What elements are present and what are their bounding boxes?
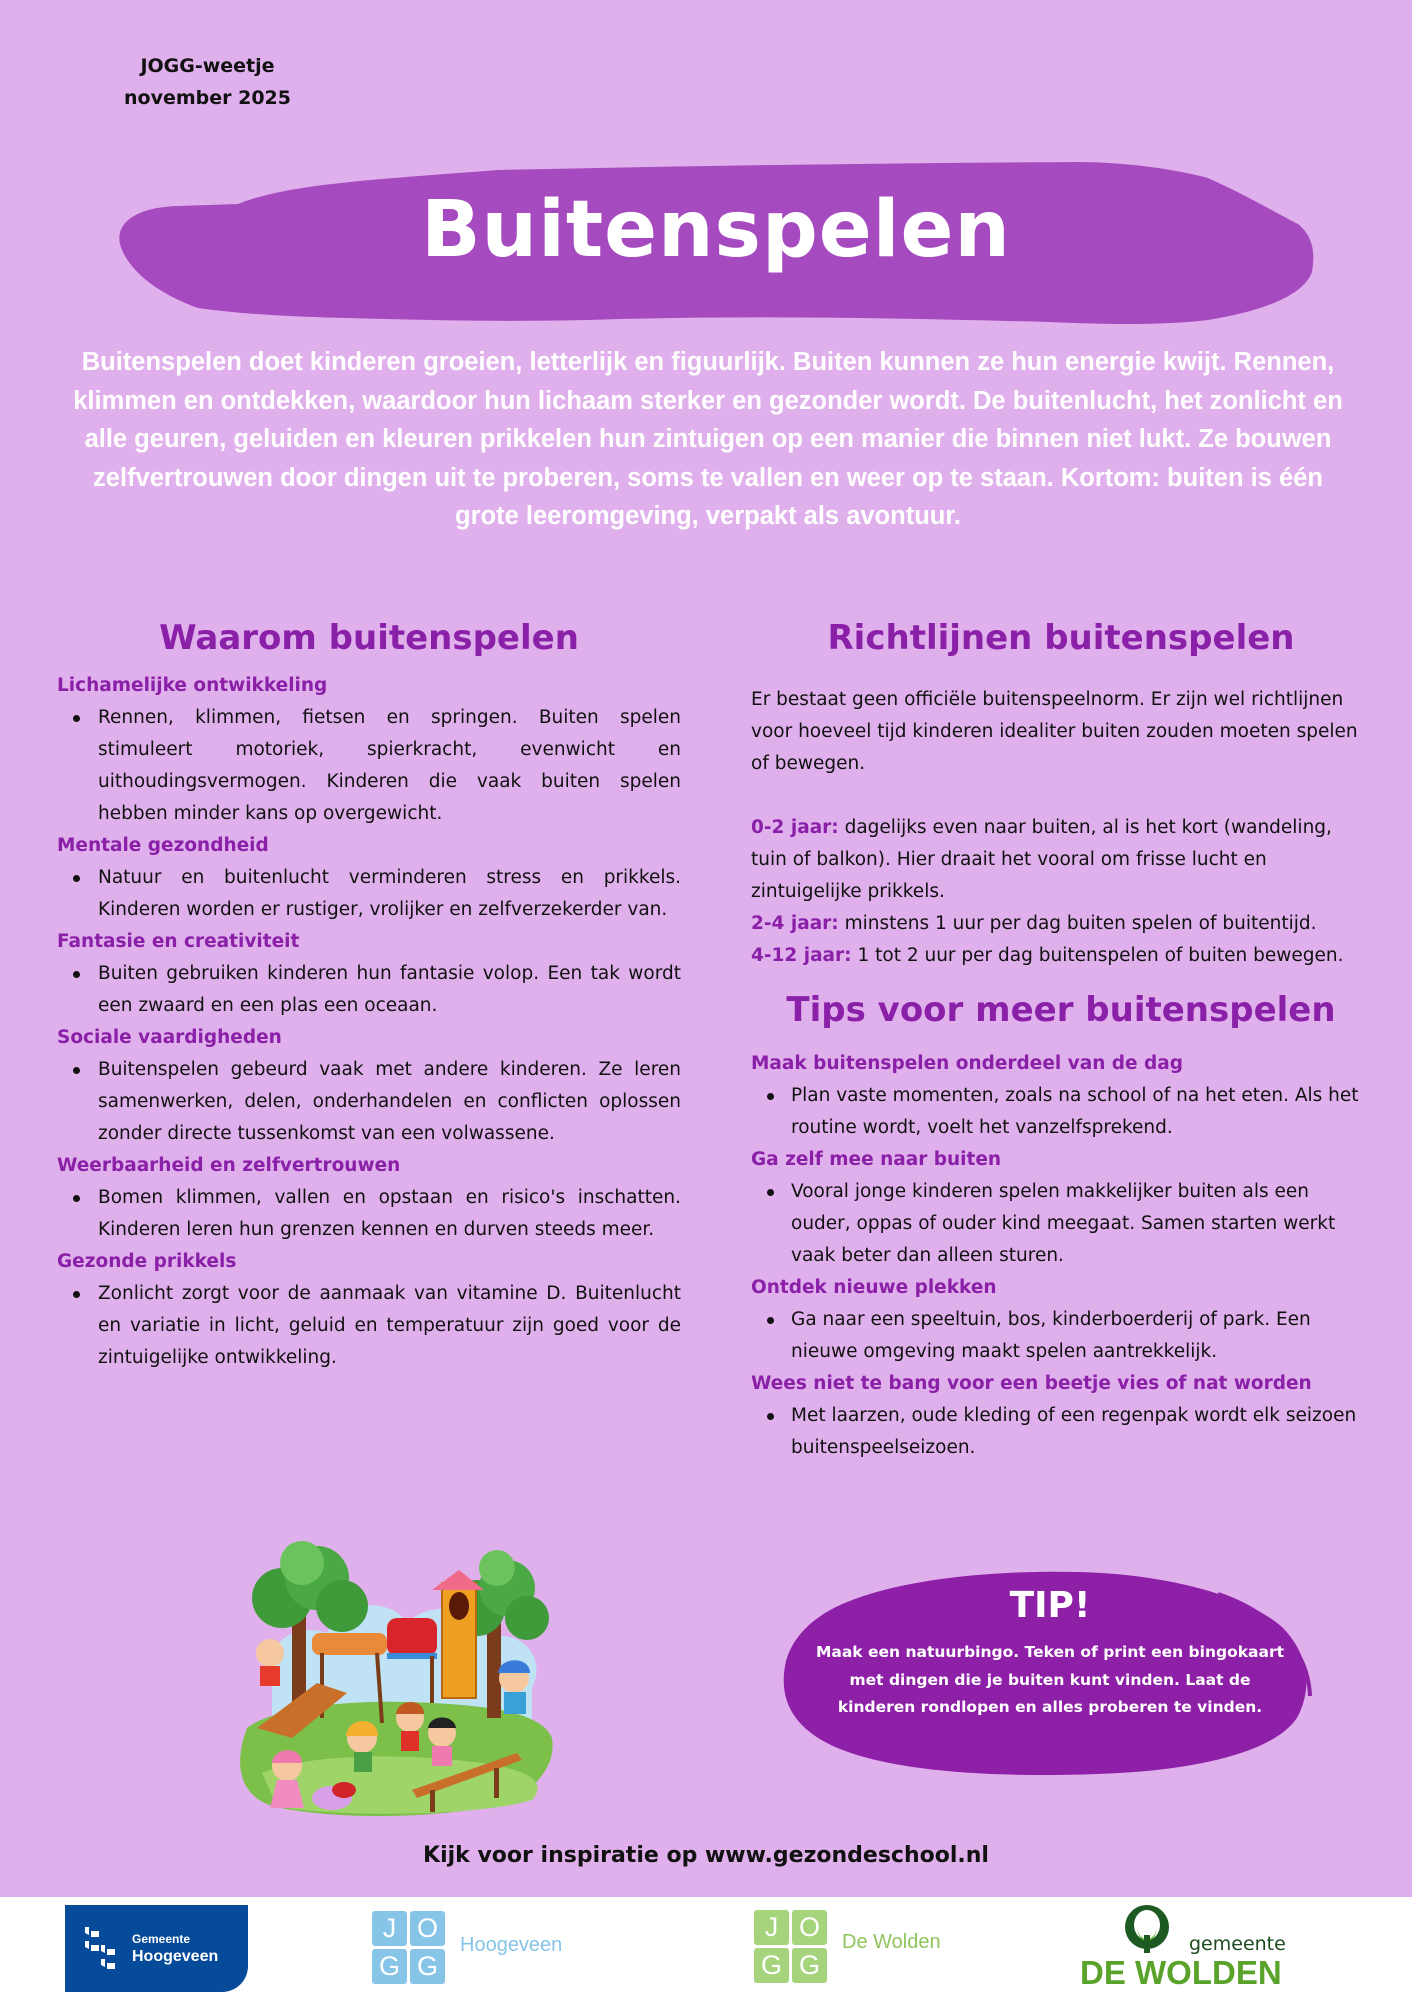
tip-item-text: Ga naar een speeltuin, bos, kinderboerderij of park. Een nieuwe omgeving maakt spelen aantrekkelijk.	[791, 1309, 1311, 1362]
jogg-dewolden-logo	[754, 1910, 828, 1984]
playground-illustration	[232, 1528, 560, 1818]
tip-title: TIP!	[1009, 1585, 1091, 1626]
bullet-icon	[73, 715, 80, 722]
why-section	[57, 612, 681, 1374]
jogg-hoogeveen-label: Hoogeveen	[460, 1934, 563, 1956]
why-item-text: Zonlicht zorgt voor de aanmaak van vitamine D. Buitenlucht en variatie in licht, geluid en temperatuur zijn goed voor de zintuigelijke ontwikkeling.	[98, 1283, 681, 1368]
jogg-letter: O	[792, 1910, 827, 1945]
tip-item-text: Plan vaste momenten, zoals na school of na het eten. Als het routine wordt, voelt het vanzelfsprekend.	[791, 1085, 1359, 1138]
age-guideline	[751, 940, 1371, 972]
why-item-title: Gezonde prikkels	[57, 1251, 237, 1272]
bullet-icon	[767, 1317, 774, 1324]
hoogeveen-logo-line1: Gemeente	[132, 1932, 191, 1946]
hoogeveen-emblem-icon	[83, 1927, 125, 1973]
gemeente-hoogeveen-logo	[65, 1905, 248, 1992]
tip-text: Maak een natuurbingo. Teken of print een bingokaart met dingen die je buiten kunt vinden. Laat de kinderen rondlopen en alles proberen te vinden.	[815, 1643, 1285, 1716]
why-item-bullet	[57, 1278, 681, 1374]
series-label: JOGG-weetje	[140, 55, 275, 77]
jogg-letter: G	[372, 1949, 407, 1984]
age-label: 0-2 jaar:	[751, 817, 839, 838]
why-item-bullet	[57, 862, 681, 926]
tip-item	[751, 1368, 1371, 1464]
age-text: dagelijks even naar buiten, al is het kort (wandeling, tuin of balkon). Hier draait het vooral om frisse lucht en zintuigelijke prikkels.	[751, 817, 1332, 902]
bullet-icon	[73, 1291, 80, 1298]
tip-item-bullet	[751, 1080, 1371, 1144]
jogg-letter: G	[754, 1948, 789, 1983]
why-item	[57, 926, 681, 1022]
bullet-icon	[767, 1413, 774, 1420]
issue-date: november 2025	[123, 87, 291, 109]
age-guideline	[751, 908, 1371, 940]
tip-item-bullet	[751, 1304, 1371, 1368]
jogg-letter: G	[410, 1949, 445, 1984]
age-label: 4-12 jaar:	[751, 945, 852, 966]
guidelines-section	[751, 612, 1371, 1464]
why-item-text: Buitenspelen gebeurd vaak met andere kinderen. Ze leren samenwerken, delen, onderhandelen en conflicten oplossen zonder directe tussenkomst van een volwassene.	[98, 1059, 681, 1144]
jogg-letter: J	[372, 1911, 407, 1946]
tips-heading: Tips voor meer buitenspelen	[786, 990, 1336, 1030]
bullet-icon	[73, 971, 80, 978]
tip-item-text: Met laarzen, oude kleding of een regenpak wordt elk seizoen buitenspeelseizoen.	[791, 1405, 1357, 1458]
tip-item	[751, 1048, 1371, 1144]
hoogeveen-logo-text	[132, 1931, 218, 1965]
why-item-title: Sociale vaardigheden	[57, 1027, 282, 1048]
tip-item-title: Maak buitenspelen onderdeel van de dag	[751, 1053, 1184, 1074]
gezondeschool-link[interactable]: www.gezondeschool.nl	[704, 1843, 989, 1868]
age-label: 2-4 jaar:	[751, 913, 839, 934]
tip-item-text: Vooral jonge kinderen spelen makkelijker buiten als een ouder, oppas of ouder kind meegaat. Samen starten werkt vaak beter dan alleen sturen.	[791, 1181, 1336, 1266]
dewolden-logo-line2: DE WOLDEN	[1080, 1954, 1282, 1991]
why-item-text: Buiten gebruiken kinderen hun fantasie volop. Een tak wordt een zwaard en een plas een oceaan.	[98, 963, 681, 1016]
jogg-dewolden-label: De Wolden	[842, 1931, 941, 1953]
jogg-hoogeveen-logo	[372, 1911, 446, 1985]
age-text: minstens 1 uur per dag buiten spelen of buitentijd.	[844, 913, 1317, 934]
jogg-letter: G	[792, 1948, 827, 1983]
tree-emblem-icon	[1123, 1905, 1171, 1955]
why-item-bullet	[57, 1054, 681, 1150]
why-item-text: Natuur en buitenlucht verminderen stress en prikkels. Kinderen worden er rustiger, vrolijker en zelfverzekerder van.	[98, 867, 681, 920]
bullet-icon	[767, 1189, 774, 1196]
inspiration-prefix: Kijk voor inspiratie op	[423, 1843, 698, 1868]
why-heading: Waarom buitenspelen	[159, 618, 579, 658]
dewolden-logo-line1: gemeente	[1189, 1933, 1286, 1955]
bullet-icon	[73, 875, 80, 882]
why-item	[57, 1022, 681, 1150]
inspiration-line	[300, 1836, 1112, 1876]
guidelines-intro: Er bestaat geen officiële buitenspeelnorm. Er zijn wel richtlijnen voor hoeveel tijd kinderen idealiter buiten zouden moeten spelen of bewegen.	[751, 689, 1358, 774]
tip-item	[751, 1144, 1371, 1272]
age-text: 1 tot 2 uur per dag buitenspelen of buiten bewegen.	[857, 945, 1344, 966]
tip-item-title: Ga zelf mee naar buiten	[751, 1149, 1002, 1170]
jogg-letter: J	[754, 1910, 789, 1945]
why-item	[57, 670, 681, 830]
newsletter-meta	[90, 50, 325, 114]
tip-item-bullet	[751, 1176, 1371, 1272]
why-item-bullet	[57, 702, 681, 830]
age-guideline	[751, 812, 1371, 908]
why-item	[57, 830, 681, 926]
why-item-bullet	[57, 1182, 681, 1246]
why-item-text: Bomen klimmen, vallen en opstaan en risico's inschatten. Kinderen leren hun grenzen kennen en durven steeds meer.	[98, 1187, 681, 1240]
hoogeveen-logo-line2: Hoogeveen	[132, 1948, 219, 1965]
bullet-icon	[73, 1195, 80, 1202]
tip-item-title: Wees niet te bang voor een beetje vies of nat worden	[751, 1373, 1312, 1394]
why-item-text: Rennen, klimmen, fietsen en springen. Buiten spelen stimuleert motoriek, spierkracht, evenwicht en uithoudingsvermogen. Kinderen die vaak buiten spelen hebben minder kans op overgewicht.	[98, 707, 681, 824]
bullet-icon	[767, 1093, 774, 1100]
guidelines-heading: Richtlijnen buitenspelen	[827, 618, 1295, 658]
page-title: Buitenspelen	[421, 185, 1011, 275]
why-item-bullet	[57, 958, 681, 1022]
intro-paragraph: Buitenspelen doet kinderen groeien, letterlijk en figuurlijk. Buiten kunnen ze hun energie kwijt. Rennen, klimmen en ontdekken, waardoor hun lichaam sterker en gezonder wordt. De buitenlucht, het zonlicht en alle geuren, geluiden en kleuren prikkelen hun zintuigen op een manier die binnen niet lukt. Ze bouwen zelfvertrouwen door dingen uit te proberen, soms te vallen en weer op te staan. Kortom: buiten is één grote leeromgeving, verpakt als avontuur.	[73, 348, 1343, 530]
bullet-icon	[73, 1067, 80, 1074]
why-item	[57, 1150, 681, 1246]
why-item-title: Weerbaarheid en zelfvertrouwen	[57, 1155, 401, 1176]
why-item-title: Lichamelijke ontwikkeling	[57, 675, 328, 696]
tip-item-title: Ontdek nieuwe plekken	[751, 1277, 997, 1298]
why-item	[57, 1246, 681, 1374]
tip-item-bullet	[751, 1400, 1371, 1464]
why-item-title: Fantasie en creativiteit	[57, 931, 300, 952]
why-item-title: Mentale gezondheid	[57, 835, 269, 856]
jogg-letter: O	[410, 1911, 445, 1946]
tip-item	[751, 1272, 1371, 1368]
gemeente-dewolden-logo	[1075, 1905, 1315, 1995]
